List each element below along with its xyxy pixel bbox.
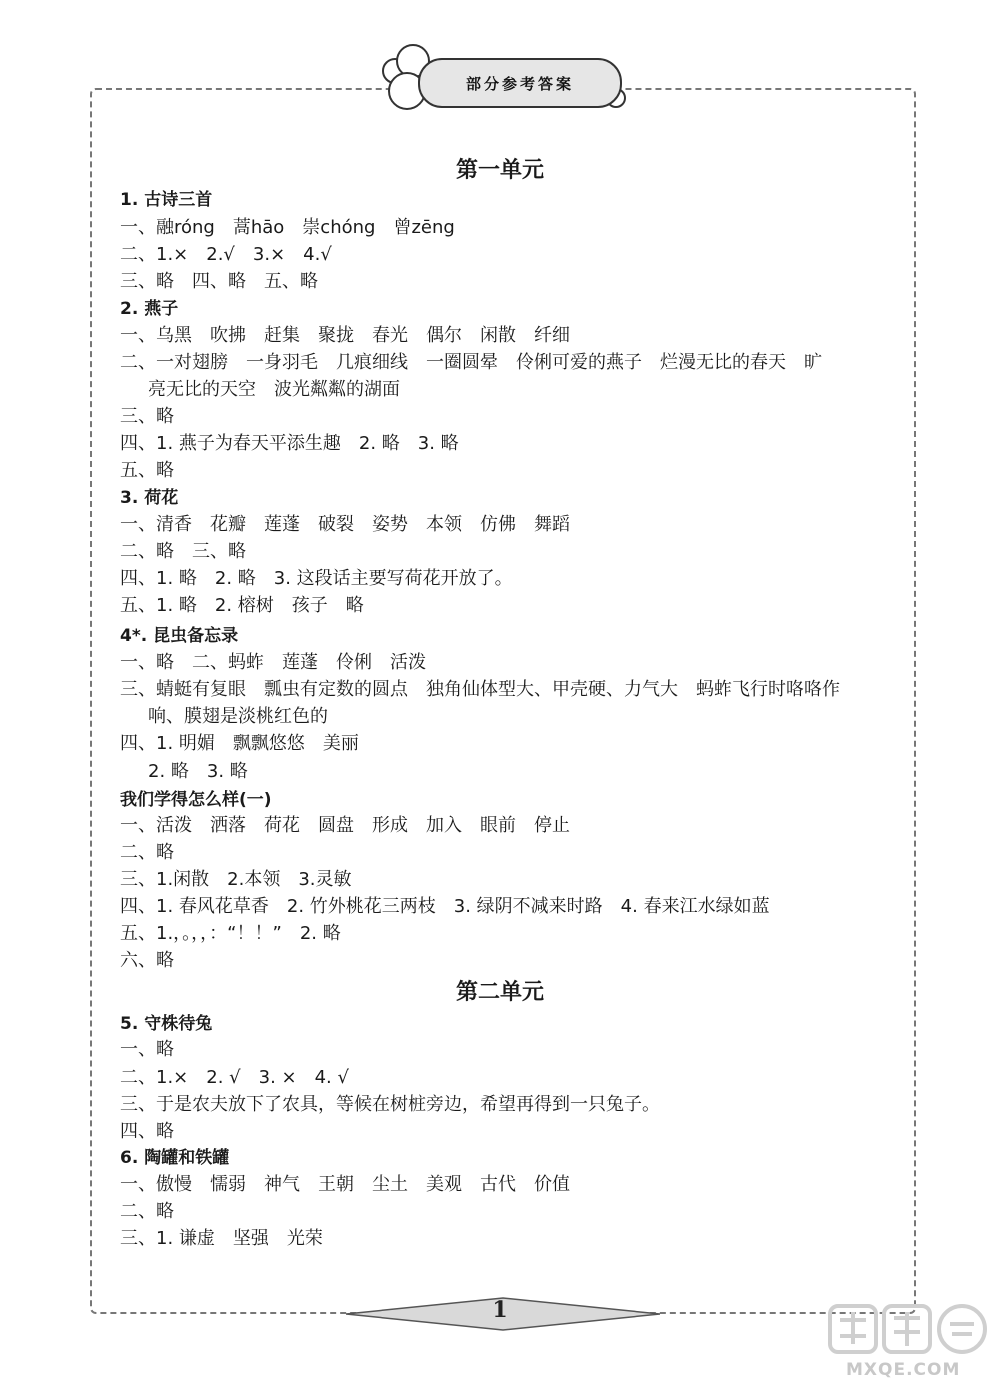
section-heading: 5. 守株待兔 (120, 1014, 213, 1034)
answer-line: 三、略 (120, 406, 174, 427)
answer-line: 一、略 二、蚂蚱 莲蓬 伶俐 活泼 (120, 652, 426, 673)
section-heading: 我们学得怎么样(一) (120, 790, 272, 810)
section-heading: 4*. 昆虫备忘录 (120, 626, 239, 646)
answer-line: 三、1. 谦虚 坚强 光荣 (120, 1228, 323, 1249)
answer-line: 二、略 三、略 (120, 541, 246, 562)
answer-line: 响、膜翅是淡桃红色的 (148, 706, 328, 727)
section-heading: 1. 古诗三首 (120, 190, 213, 210)
answer-line: 四、1. 略 2. 略 3. 这段话主要写荷花开放了。 (120, 568, 513, 589)
unit-title-2: 第二单元 (455, 980, 544, 1005)
answer-line: 一、傲慢 懦弱 神气 王朝 尘土 美观 古代 价值 (120, 1174, 570, 1195)
answer-line: 一、活泼 洒落 荷花 圆盘 形成 加入 眼前 停止 (120, 815, 570, 836)
answer-line: 三、于是农夫放下了农具，等候在树桩旁边，希望再得到一只兔子。 (120, 1094, 660, 1115)
answer-line: 一、融róng 蒿hāo 崇chóng 曾zēng (120, 217, 455, 238)
answer-line: 二、一对翅膀 一身羽毛 几痕细线 一圈圆晕 伶俐可爱的燕子 烂漫无比的春天 旷 (120, 352, 822, 373)
answer-line: 一、乌黑 吹拂 赶集 聚拢 春光 偶尔 闲散 纤细 (120, 325, 570, 346)
answer-line: 2. 略 3. 略 (148, 761, 248, 782)
header-title: 部分参考答案 (465, 74, 574, 93)
section-heading: 2. 燕子 (120, 299, 179, 319)
header-badge (418, 58, 622, 108)
answer-line: 四、1. 明媚 飘飘悠悠 美丽 (120, 733, 359, 754)
answer-line: 二、1.× 2.√ 3.× 4.√ (120, 244, 332, 265)
answer-line: 六、略 (120, 950, 174, 971)
answer-line: 五、略 (120, 460, 174, 481)
section-heading: 6. 陶罐和铁罐 (120, 1148, 230, 1168)
answer-line: 二、1.× 2. √ 3. × 4. √ (120, 1067, 349, 1088)
answer-line: 五、1. 略 2. 榕树 孩子 略 (120, 595, 364, 616)
answer-line: 亮无比的天空 波光粼粼的湖面 (148, 379, 400, 400)
answer-line: 四、1. 燕子为春天平添生趣 2. 略 3. 略 (120, 433, 459, 454)
answer-line: 二、略 (120, 842, 174, 863)
answer-line: 三、1.闲散 2.本领 3.灵敏 (120, 869, 352, 890)
answer-line: 一、清香 花瓣 莲蓬 破裂 姿势 本领 仿佛 舞蹈 (120, 514, 570, 535)
watermark-url: MXQE.COM (846, 1360, 961, 1380)
answer-line: 三、略 四、略 五、略 (120, 271, 318, 292)
answer-line: 一、略 (120, 1039, 174, 1060)
unit-title-1: 第一单元 (455, 158, 544, 183)
answer-line: 四、略 (120, 1121, 174, 1142)
answer-line: 二、略 (120, 1201, 174, 1222)
answer-line: 四、1. 春风花草香 2. 竹外桃花三两枝 3. 绿阴不减来时路 4. 春来江水绿如蓝 (120, 896, 770, 917)
page-number: 1 (492, 1297, 508, 1323)
answer-line: 五、1.，。，，：“！！” 2. 略 (120, 923, 341, 944)
answer-line: 三、蜻蜓有复眼 瓢虫有定数的圆点 独角仙体型大、甲壳硬、力气大 蚂蚱飞行时咯咯作 (120, 679, 840, 700)
section-heading: 3. 荷花 (120, 488, 179, 508)
